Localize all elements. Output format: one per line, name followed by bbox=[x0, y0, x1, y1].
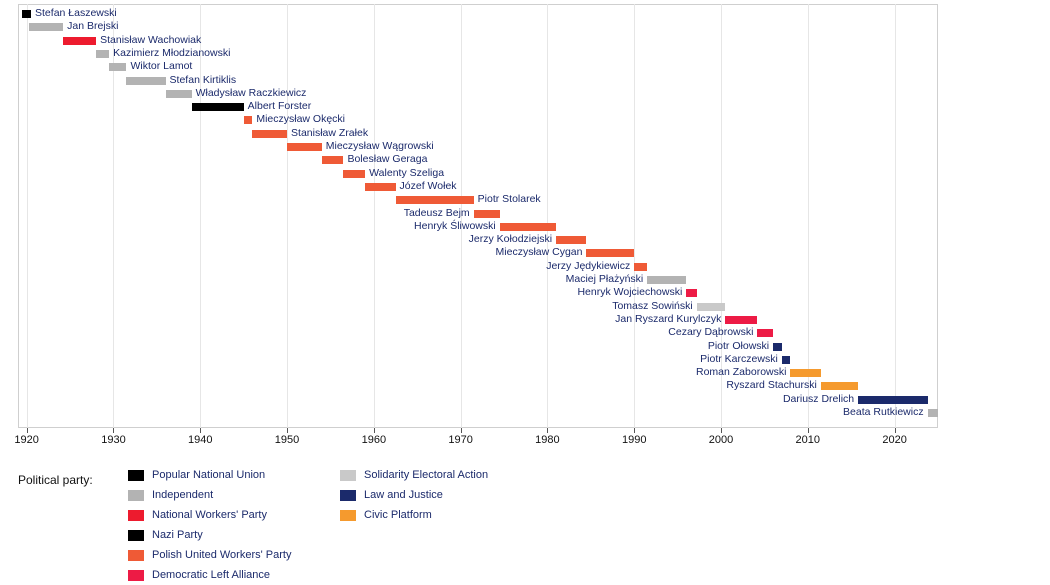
x-axis-tick-label: 1920 bbox=[14, 434, 39, 446]
x-axis-tick-label: 1930 bbox=[101, 434, 126, 446]
x-axis-tick bbox=[461, 428, 462, 433]
timeline-bar-row bbox=[18, 155, 938, 166]
legend-swatch bbox=[128, 570, 144, 581]
legend-column-1 bbox=[128, 465, 291, 585]
timeline-bar-row bbox=[18, 126, 938, 140]
timeline-bar bbox=[365, 183, 395, 191]
timeline-bar-row bbox=[18, 339, 938, 353]
timeline-bar-label: Piotr Karczewski bbox=[700, 352, 778, 365]
timeline-bar-label: Stefan Łaszewski bbox=[35, 7, 117, 19]
timeline-bar-label: Stefan Kirtiklis bbox=[169, 73, 237, 86]
timeline-bar bbox=[126, 77, 165, 85]
legend-item bbox=[128, 465, 291, 485]
timeline-bar bbox=[500, 223, 556, 231]
timeline-bar-label: Maciej Płażyński bbox=[565, 273, 644, 285]
timeline-bar-row bbox=[18, 381, 938, 392]
timeline-bar-label: Tadeusz Bejm bbox=[403, 206, 470, 219]
legend-label: National Workers' Party bbox=[152, 509, 267, 521]
timeline-bar-row bbox=[18, 179, 938, 193]
legend-item bbox=[340, 505, 488, 525]
legend-swatch bbox=[128, 470, 144, 481]
x-axis-tick-label: 1960 bbox=[361, 434, 387, 446]
timeline-bar-row bbox=[18, 259, 938, 273]
x-axis-tick-label: 1940 bbox=[188, 434, 213, 446]
legend-swatch bbox=[128, 530, 144, 541]
legend-item bbox=[128, 565, 291, 585]
timeline-bar-row bbox=[18, 368, 938, 379]
timeline-bar bbox=[821, 382, 858, 390]
legend-label: Popular National Union bbox=[152, 469, 266, 481]
x-axis-tick-label: 1990 bbox=[621, 434, 647, 446]
timeline-bar-row bbox=[18, 73, 938, 87]
timeline-bar bbox=[166, 90, 192, 98]
timeline-bar bbox=[322, 156, 344, 164]
x-axis-tick bbox=[200, 428, 201, 433]
timeline-bar-label: Piotr Ołowski bbox=[707, 339, 770, 352]
timeline-bar-label: Roman Zaborowski bbox=[696, 366, 787, 379]
timeline-bar-label: Stanisław Zrałek bbox=[291, 126, 369, 139]
timeline-bar-label: Tomasz Sowiński bbox=[612, 299, 693, 312]
legend-label: Solidarity Electoral Action bbox=[364, 469, 489, 481]
timeline-bar-label: Albert Forster bbox=[247, 100, 312, 113]
timeline-bar-label: Dariusz Drelich bbox=[782, 392, 855, 405]
timeline-bar bbox=[96, 50, 109, 58]
timeline-bar bbox=[586, 249, 634, 257]
timeline-bar bbox=[790, 369, 820, 377]
timeline-bar-row bbox=[18, 195, 938, 206]
legend-label: Law and Justice bbox=[364, 489, 443, 501]
x-axis-tick-label: 2000 bbox=[708, 434, 734, 446]
timeline-bar-row bbox=[18, 46, 938, 60]
x-axis-tick-label: 2020 bbox=[882, 434, 907, 446]
timeline-bar-row bbox=[18, 299, 938, 313]
timeline-bar-row bbox=[18, 235, 938, 246]
legend-item bbox=[340, 485, 488, 505]
legend-title: Political party: bbox=[18, 473, 93, 487]
timeline-bar-label: Cezary Dąbrowski bbox=[668, 326, 754, 339]
legend-item bbox=[128, 525, 291, 545]
legend-label: Independent bbox=[152, 489, 214, 501]
timeline-bar bbox=[63, 37, 96, 45]
timeline-bar bbox=[252, 130, 287, 138]
x-axis-tick bbox=[27, 428, 28, 433]
timeline-bar-label: Jerzy Jędykiewicz bbox=[546, 259, 631, 272]
timeline-bar bbox=[697, 303, 726, 311]
timeline-bar-label: Jerzy Kołodziejski bbox=[468, 233, 553, 246]
timeline-bar bbox=[686, 289, 696, 297]
timeline-bar-row bbox=[18, 248, 938, 259]
legend-item bbox=[340, 465, 488, 485]
timeline-bar-label: Piotr Stolarek bbox=[477, 193, 541, 206]
timeline-bar-row bbox=[18, 352, 938, 366]
timeline-bar bbox=[343, 170, 365, 178]
legend-item bbox=[128, 485, 291, 505]
timeline-bar-row bbox=[18, 219, 938, 233]
timeline-bar-row bbox=[18, 288, 938, 299]
timeline-bar bbox=[556, 236, 586, 244]
timeline-bar bbox=[757, 329, 773, 337]
timeline-bar bbox=[396, 196, 474, 204]
legend-swatch bbox=[128, 510, 144, 521]
legend-swatch bbox=[340, 470, 356, 481]
timeline-bar bbox=[858, 396, 927, 404]
legend-column-2 bbox=[340, 465, 488, 525]
legend-item bbox=[128, 505, 291, 525]
legend-swatch bbox=[340, 490, 356, 501]
x-axis-tick bbox=[721, 428, 722, 433]
legend-swatch bbox=[340, 510, 356, 521]
timeline-bar bbox=[928, 409, 938, 417]
x-axis-tick bbox=[634, 428, 635, 433]
timeline-bar-label: Beata Rutkiewicz bbox=[843, 406, 924, 418]
timeline-bar bbox=[29, 23, 63, 31]
timeline-bar-row bbox=[18, 115, 938, 126]
timeline-bar bbox=[773, 343, 782, 351]
legend-label: Polish United Workers' Party bbox=[152, 549, 292, 561]
timeline-bar-row bbox=[18, 142, 938, 153]
timeline-bar-label: Ryszard Stachurski bbox=[726, 379, 817, 392]
timeline-bar bbox=[22, 10, 31, 18]
timeline-bar-row bbox=[18, 408, 938, 419]
timeline-bar bbox=[647, 276, 686, 284]
x-axis-tick bbox=[113, 428, 114, 433]
timeline-bar-row bbox=[18, 392, 938, 406]
x-axis-tick bbox=[287, 428, 288, 433]
timeline-bar-label: Walenty Szeliga bbox=[369, 166, 445, 179]
timeline-bar-row bbox=[18, 86, 938, 100]
timeline-bar bbox=[474, 210, 500, 218]
x-axis-tick-label: 1950 bbox=[274, 434, 300, 446]
timeline-bar-row bbox=[18, 22, 938, 33]
timeline-bar-row bbox=[18, 328, 938, 339]
timeline-bar-label: Henryk Wojciechowski bbox=[577, 286, 683, 299]
timeline-bar-label: Jan Ryszard Kurylczyk bbox=[615, 312, 722, 325]
x-axis-tick-label: 1980 bbox=[535, 434, 560, 446]
x-axis-tick bbox=[374, 428, 375, 433]
legend-swatch bbox=[128, 490, 144, 501]
timeline-bar-label: Mieczysław Cygan bbox=[495, 246, 583, 259]
timeline-bar-label: Mieczysław Wągrowski bbox=[325, 140, 434, 152]
timeline-bar-row bbox=[18, 312, 938, 326]
timeline-bar-row bbox=[18, 9, 938, 20]
timeline-bar-label: Józef Wołek bbox=[399, 179, 457, 192]
timeline-bar bbox=[782, 356, 791, 364]
timeline-bar bbox=[287, 143, 322, 151]
x-axis-tick bbox=[895, 428, 896, 433]
timeline-bar-label: Mieczysław Okęcki bbox=[256, 113, 346, 126]
x-axis-tick-label: 2010 bbox=[795, 434, 821, 446]
timeline-bar-row bbox=[18, 206, 938, 220]
timeline-bar-row bbox=[18, 102, 938, 113]
timeline-bar bbox=[109, 63, 126, 71]
timeline-bar-label: Stanisław Wachowiak bbox=[100, 33, 202, 46]
timeline-bar-row bbox=[18, 275, 938, 286]
legend-item bbox=[128, 545, 291, 565]
x-axis bbox=[14, 428, 938, 452]
timeline-bar-label: Bolesław Geraga bbox=[347, 153, 428, 166]
timeline-bar-label: Wiktor Lamot bbox=[130, 60, 193, 73]
timeline-bar bbox=[192, 103, 244, 111]
timeline-bar-label: Jan Brejski bbox=[67, 20, 119, 33]
timeline-bar-label: Henryk Śliwowski bbox=[414, 219, 496, 232]
timeline-bar bbox=[244, 116, 253, 124]
timeline-bar bbox=[634, 263, 647, 271]
x-axis-tick bbox=[808, 428, 809, 433]
timeline-chart bbox=[18, 4, 938, 428]
legend-label: Nazi Party bbox=[152, 529, 203, 541]
legend-swatch bbox=[128, 550, 144, 561]
timeline-bar-row bbox=[18, 33, 938, 47]
timeline-bar-label: Kazimierz Młodzianowski bbox=[113, 46, 231, 59]
x-axis-tick-label: 1970 bbox=[448, 434, 473, 446]
timeline-bar-label: Władysław Raczkiewicz bbox=[195, 86, 307, 99]
legend-label: Civic Platform bbox=[364, 509, 432, 521]
timeline-bar bbox=[725, 316, 757, 324]
legend-label: Democratic Left Alliance bbox=[152, 569, 270, 581]
timeline-bar-row bbox=[18, 62, 938, 73]
x-axis-tick bbox=[547, 428, 548, 433]
timeline-bar-row bbox=[18, 166, 938, 180]
